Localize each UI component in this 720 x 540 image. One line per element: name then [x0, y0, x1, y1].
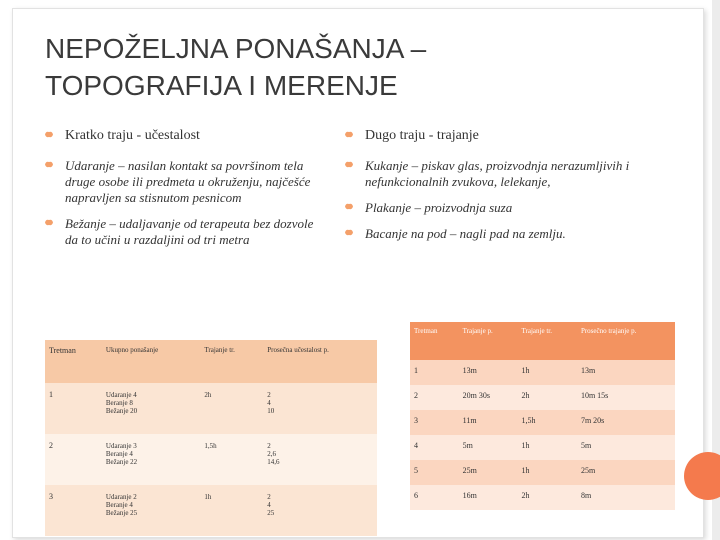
table-cell: 1h — [518, 435, 577, 460]
bullet-icon — [345, 229, 353, 236]
bullet-icon — [45, 161, 53, 168]
header-cell: Prosečno trajanje p. — [577, 322, 675, 360]
right-item-text: Kukanje – piskav glas, proizvodnja nerazumljivih i nefunkcionalnih zvukova, lelekanje, — [365, 158, 630, 189]
left-heading — [45, 128, 325, 144]
right-item-text: Bacanje na pod – nagli pad na zemlju. — [365, 226, 566, 241]
table-cell: 2 — [45, 434, 102, 485]
table-cell: 1,5h — [200, 434, 263, 485]
table-cell: 3 — [45, 485, 102, 536]
duration-table — [410, 322, 675, 510]
table-cell: 2 — [410, 385, 459, 410]
header-cell: Trajanje p. — [459, 322, 518, 360]
table-cell: 20m 30s — [459, 385, 518, 410]
table-cell: Udaranje 3 Beranje 4 Bežanje 22 — [102, 434, 201, 485]
table-cell: 1h — [518, 360, 577, 385]
right-item-text: Plakanje – proizvodnja suza — [365, 200, 513, 215]
table-cell: Udaranje 2 Beranje 4 Bežanje 25 — [102, 485, 201, 536]
header-cell: Prosečna učestalost p. — [263, 340, 377, 383]
table-cell: Udaranje 4 Beranje 8 Bežanje 20 — [102, 383, 201, 434]
table-cell: 11m — [459, 410, 518, 435]
table-row — [45, 485, 377, 536]
table-cell: 2 2,6 14,6 — [263, 434, 377, 485]
header-cell: Trajanje tr. — [518, 322, 577, 360]
left-item-text: Bežanje – udaljavanje od terapeuta bez dozvole da to učini u razdaljini od tri metra — [65, 216, 314, 247]
right-column — [345, 128, 645, 252]
table-header-row — [410, 322, 675, 360]
table-row — [410, 410, 675, 435]
table-cell: 1h — [200, 485, 263, 536]
table-cell: 1h — [518, 460, 577, 485]
table-row — [410, 460, 675, 485]
right-item — [345, 200, 645, 216]
table-cell: 5m — [577, 435, 675, 460]
table-cell: 1 — [410, 360, 459, 385]
right-item — [345, 158, 645, 190]
left-item — [45, 216, 325, 248]
left-heading-text: Kratko traju - učestalost — [65, 128, 200, 143]
table-cell: 25m — [577, 460, 675, 485]
bullet-icon — [345, 161, 353, 168]
table-cell: 2h — [518, 485, 577, 510]
table-cell: 1 — [45, 383, 102, 434]
table-header-row — [45, 340, 377, 383]
header-cell: Trajanje tr. — [200, 340, 263, 383]
table-row — [410, 385, 675, 410]
left-item-text: Udaranje – nasilan kontakt sa površinom tela druge osobe ili predmeta u okruženju, najčešće napravljen sa stisnutom pesnicom — [65, 158, 311, 205]
left-column — [45, 128, 325, 258]
table-cell: 6 — [410, 485, 459, 510]
bullet-icon — [345, 203, 353, 210]
header-cell: Ukupno ponašanje — [102, 340, 201, 383]
table-row — [45, 383, 377, 434]
table-cell: 2 4 10 — [263, 383, 377, 434]
table-cell: 10m 15s — [577, 385, 675, 410]
table-cell: 8m — [577, 485, 675, 510]
table-row — [410, 435, 675, 460]
table-cell: 5m — [459, 435, 518, 460]
table-cell: 13m — [577, 360, 675, 385]
bullet-icon — [345, 131, 353, 138]
table-cell: 5 — [410, 460, 459, 485]
table-cell: 2h — [518, 385, 577, 410]
table-cell: 16m — [459, 485, 518, 510]
header-cell: Tretman — [45, 340, 102, 383]
bullet-icon — [45, 131, 53, 138]
table-cell: 2h — [200, 383, 263, 434]
slide-title: NEPOŽELJNA PONAŠANJA – TOPOGRAFIJA I MERENJE — [45, 33, 427, 101]
right-heading — [345, 128, 645, 144]
frequency-table — [45, 340, 377, 536]
bullet-icon — [45, 219, 53, 226]
table-cell: 13m — [459, 360, 518, 385]
table-cell: 7m 20s — [577, 410, 675, 435]
table-row — [45, 434, 377, 485]
left-item — [45, 158, 325, 206]
table-row — [410, 360, 675, 385]
table-cell: 1,5h — [518, 410, 577, 435]
table-cell: 2 4 25 — [263, 485, 377, 536]
table-cell: 3 — [410, 410, 459, 435]
table-cell: 4 — [410, 435, 459, 460]
table-row — [410, 485, 675, 510]
header-cell: Tretman — [410, 322, 459, 360]
table-cell: 25m — [459, 460, 518, 485]
right-heading-text: Dugo traju - trajanje — [365, 128, 479, 143]
right-item — [345, 226, 645, 242]
